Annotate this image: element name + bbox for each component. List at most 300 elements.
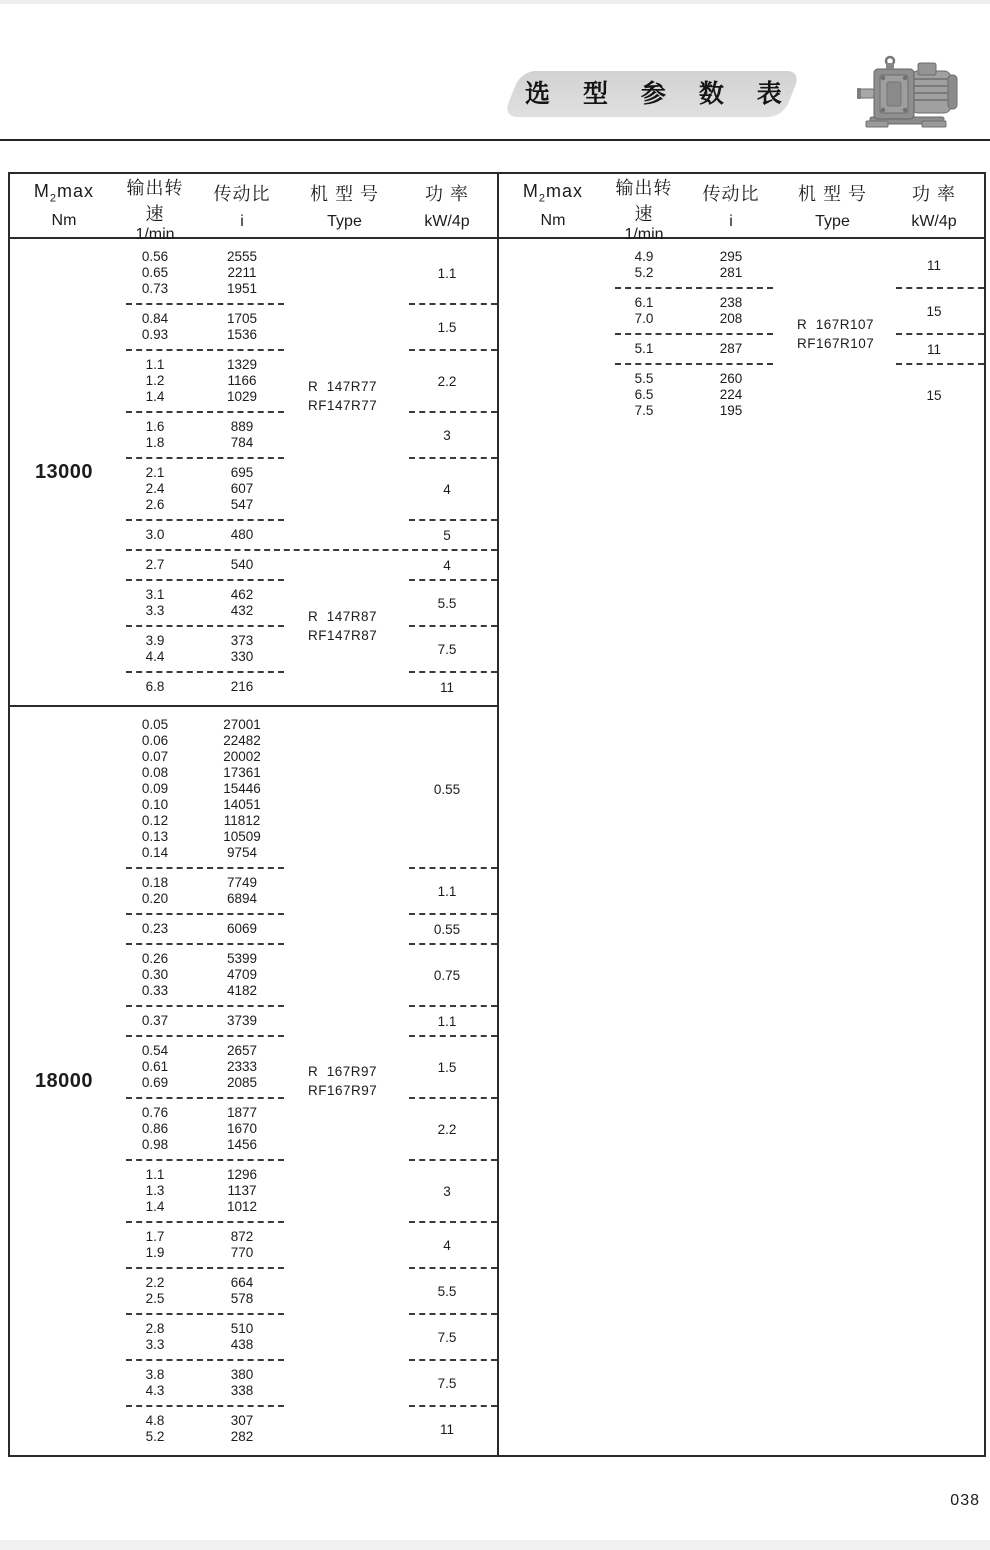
ratio-value: 1166 xyxy=(227,373,257,388)
output-speed-value: 2.6 xyxy=(145,497,165,512)
data-group xyxy=(118,875,497,907)
table-row xyxy=(118,497,292,513)
ratio-value: 6069 xyxy=(226,921,258,936)
speed-ratio-rows xyxy=(118,1321,292,1353)
dashed-line xyxy=(126,1005,284,1007)
dashed-line xyxy=(126,1221,284,1223)
ratio-value: 547 xyxy=(230,497,254,512)
output-speed-value: 1.9 xyxy=(145,1245,165,1260)
dashed-line xyxy=(409,1005,497,1007)
ratio-value: 432 xyxy=(230,603,254,618)
table-row xyxy=(118,983,292,999)
table-row xyxy=(118,527,292,543)
data-group xyxy=(118,717,497,861)
speed-ratio-rows xyxy=(118,1105,292,1153)
output-speed-value: 0.73 xyxy=(141,281,169,296)
output-speed-value: 0.12 xyxy=(141,813,169,828)
ratio-value: 282 xyxy=(230,1429,254,1444)
dashed-line xyxy=(409,1405,497,1407)
ratio-value: 7749 xyxy=(226,875,258,890)
dashed-line xyxy=(896,333,984,335)
group-separator xyxy=(118,573,497,587)
m2max-unit: Nm xyxy=(51,211,77,229)
power-value: 5.5 xyxy=(437,1283,457,1299)
speed-unit: 1/min xyxy=(624,226,664,243)
speed-ratio-rows xyxy=(118,875,292,907)
table-row xyxy=(118,1367,292,1383)
group-separator xyxy=(118,1153,497,1167)
power-value: 7.5 xyxy=(437,1375,457,1391)
table-row xyxy=(118,557,292,573)
dashed-line xyxy=(126,303,284,305)
ratio-value: 295 xyxy=(719,249,743,264)
power-value: 2.2 xyxy=(437,373,457,389)
data-group xyxy=(118,527,497,543)
data-group xyxy=(607,371,984,419)
ratio-value: 3739 xyxy=(226,1013,258,1028)
table-row xyxy=(118,1075,292,1091)
group-separator xyxy=(118,937,497,951)
ratio-value: 695 xyxy=(230,465,254,480)
type-label: 机 型 号 xyxy=(797,184,867,205)
data-group xyxy=(118,1013,497,1029)
table-section xyxy=(499,239,984,429)
group-list xyxy=(607,249,984,419)
ratio-value: 1137 xyxy=(227,1183,257,1198)
speed-ratio-rows xyxy=(607,341,781,357)
ratio-value: 15446 xyxy=(223,781,261,796)
output-speed-value: 7.0 xyxy=(634,311,654,326)
type-label: 机 型 号 xyxy=(309,184,379,205)
table-row xyxy=(118,875,292,891)
output-speed-value: 0.26 xyxy=(141,951,169,966)
model-type-line: R 167R107 xyxy=(797,317,875,332)
data-group xyxy=(118,1167,497,1215)
table-row xyxy=(607,295,781,311)
output-speed-value: 6.5 xyxy=(634,387,654,402)
power-label: 功 率 xyxy=(911,184,956,205)
table-row xyxy=(118,1413,292,1429)
output-speed-value: 1.8 xyxy=(145,435,165,450)
table-row xyxy=(118,1059,292,1075)
table-row xyxy=(607,249,781,265)
data-group xyxy=(118,465,497,513)
power-value: 7.5 xyxy=(437,641,457,657)
table-row xyxy=(118,749,292,765)
output-speed-value: 1.3 xyxy=(145,1183,165,1198)
ratio-value: 14051 xyxy=(223,797,261,812)
dashed-line xyxy=(896,287,984,289)
ratio-value: 208 xyxy=(719,311,743,326)
ratio-value: 784 xyxy=(230,435,254,450)
output-speed-value: 0.69 xyxy=(141,1075,169,1090)
speed-ratio-rows xyxy=(118,1013,292,1029)
power-value: 4 xyxy=(443,1237,451,1253)
dashed-line xyxy=(126,867,284,869)
speed-ratio-rows xyxy=(607,371,781,419)
ratio-value: 4182 xyxy=(226,983,258,998)
output-speed-value: 2.1 xyxy=(145,465,165,480)
speed-unit: 1/min xyxy=(135,226,175,243)
group-separator xyxy=(118,513,497,527)
table-row xyxy=(118,1429,292,1445)
ratio-value: 1670 xyxy=(226,1121,258,1136)
group-separator xyxy=(118,343,497,357)
table-row xyxy=(118,1337,292,1353)
table-row xyxy=(607,341,781,357)
speed-ratio-rows xyxy=(118,1043,292,1091)
ratio-value: 438 xyxy=(230,1337,254,1352)
power-value: 3 xyxy=(443,1183,451,1199)
power-value: 11 xyxy=(926,257,941,273)
output-speed-value: 0.05 xyxy=(141,717,169,732)
table-row xyxy=(607,311,781,327)
type-unit: Type xyxy=(815,212,850,230)
table-section xyxy=(10,705,497,1455)
table-row xyxy=(118,891,292,907)
ratio-value: 664 xyxy=(230,1275,254,1290)
speed-ratio-rows xyxy=(118,557,292,573)
data-group xyxy=(118,1229,497,1261)
group-separator xyxy=(118,1261,497,1275)
output-speed-value: 5.2 xyxy=(145,1429,165,1444)
col-header-ratio xyxy=(681,174,781,237)
speed-ratio-rows xyxy=(118,633,292,665)
table-row xyxy=(118,357,292,373)
power-unit: kW/4p xyxy=(424,212,470,230)
col-header-m2max xyxy=(10,174,118,237)
col-header-power xyxy=(884,174,984,237)
table-row xyxy=(118,1229,292,1245)
torque-value: 18000 xyxy=(34,1069,94,1092)
power-value: 11 xyxy=(926,341,941,357)
output-speed-value: 0.37 xyxy=(141,1013,169,1028)
output-speed-value: 0.23 xyxy=(141,921,169,936)
table-row xyxy=(118,435,292,451)
power-value: 5.5 xyxy=(437,595,457,611)
output-speed-value: 4.4 xyxy=(145,649,165,664)
ratio-value: 338 xyxy=(230,1383,254,1398)
output-speed-value: 4.9 xyxy=(634,249,654,264)
table-row xyxy=(118,373,292,389)
output-speed-value: 3.3 xyxy=(145,603,165,618)
table-row xyxy=(118,389,292,405)
speed-ratio-rows xyxy=(118,717,292,861)
ratio-unit: i xyxy=(729,212,733,230)
table-row xyxy=(118,327,292,343)
gear-motor-image xyxy=(856,55,960,129)
dashed-line xyxy=(126,579,284,581)
page-title-banner xyxy=(503,71,802,117)
speed-ratio-rows xyxy=(118,921,292,937)
ratio-value: 238 xyxy=(719,295,743,310)
table-row xyxy=(118,797,292,813)
table-body-right xyxy=(499,239,984,1455)
speed-ratio-rows xyxy=(118,357,292,405)
ratio-value: 510 xyxy=(230,1321,254,1336)
table-row xyxy=(118,1321,292,1337)
ratio-value: 607 xyxy=(230,481,254,496)
col-header-power xyxy=(397,174,497,237)
output-speed-value: 5.1 xyxy=(634,341,654,356)
torque-value: 13000 xyxy=(34,460,94,483)
power-value: 1.1 xyxy=(437,1013,457,1029)
table-row xyxy=(607,371,781,387)
data-group xyxy=(118,249,497,297)
group-separator xyxy=(118,907,497,921)
dashed-line xyxy=(126,1159,284,1161)
ratio-value: 1329 xyxy=(226,357,258,372)
dashed-line xyxy=(409,867,497,869)
speed-ratio-rows xyxy=(118,1275,292,1307)
output-speed-value: 0.84 xyxy=(141,311,169,326)
model-type-label xyxy=(797,315,874,353)
speed-ratio-rows xyxy=(118,1167,292,1215)
group-separator xyxy=(118,861,497,875)
dashed-line xyxy=(126,671,284,673)
dashed-line xyxy=(126,625,284,627)
ratio-value: 281 xyxy=(719,265,743,280)
ratio-value: 2211 xyxy=(227,265,257,280)
group-separator xyxy=(118,1353,497,1367)
group-separator xyxy=(118,1215,497,1229)
power-value: 4 xyxy=(443,557,451,573)
output-speed-value: 0.86 xyxy=(141,1121,169,1136)
table-row xyxy=(118,419,292,435)
table-row xyxy=(118,1183,292,1199)
page-number: 038 xyxy=(950,1492,980,1509)
output-speed-value: 0.14 xyxy=(141,845,169,860)
table-row xyxy=(118,717,292,733)
group-separator xyxy=(118,999,497,1013)
speed-ratio-rows xyxy=(118,1229,292,1261)
ratio-value: 1012 xyxy=(226,1199,258,1214)
model-type-line: R 147R87 xyxy=(308,609,378,624)
output-speed-value: 1.1 xyxy=(145,357,165,372)
ratio-value: 6894 xyxy=(226,891,258,906)
output-speed-value: 3.0 xyxy=(145,527,165,542)
col-header-speed xyxy=(607,174,681,243)
ratio-value: 20002 xyxy=(223,749,261,764)
dashed-line xyxy=(126,349,284,351)
table-row xyxy=(118,1291,292,1307)
power-value: 0.55 xyxy=(433,921,461,937)
model-type-label xyxy=(308,607,377,645)
table-row xyxy=(118,249,292,265)
table-section xyxy=(10,239,497,705)
page-title: 选 型 参 数 表 xyxy=(525,80,795,108)
table-row xyxy=(607,265,781,281)
ratio-value: 480 xyxy=(230,527,254,542)
ratio-value: 2333 xyxy=(226,1059,258,1074)
dashed-line xyxy=(615,333,773,335)
ratio-value: 1877 xyxy=(226,1105,258,1120)
ratio-value: 1029 xyxy=(226,389,258,404)
model-type-line: RF167R107 xyxy=(797,336,875,351)
power-value: 2.2 xyxy=(437,1121,457,1137)
ratio-value: 27001 xyxy=(223,717,261,732)
table-row xyxy=(118,921,292,937)
ratio-value: 1456 xyxy=(226,1137,258,1152)
output-speed-value: 0.30 xyxy=(141,967,169,982)
torque-value xyxy=(499,239,607,429)
speed-label: 输出转速 xyxy=(615,178,673,224)
group-separator xyxy=(118,1029,497,1043)
group-separator xyxy=(607,281,984,295)
ratio-value: 373 xyxy=(230,633,254,648)
dashed-line xyxy=(126,519,284,521)
table-row xyxy=(118,781,292,797)
table-row xyxy=(118,1275,292,1291)
output-speed-value: 1.4 xyxy=(145,1199,165,1214)
table-row xyxy=(607,387,781,403)
group-separator xyxy=(118,451,497,465)
table-row xyxy=(118,765,292,781)
output-speed-value: 0.10 xyxy=(141,797,169,812)
dashed-line xyxy=(409,1267,497,1269)
table-row xyxy=(118,265,292,281)
data-group xyxy=(607,341,984,357)
ratio-value: 11812 xyxy=(223,813,261,828)
section-body xyxy=(118,707,497,1455)
output-speed-value: 7.5 xyxy=(634,403,654,418)
type-block xyxy=(118,249,497,543)
group-separator xyxy=(118,297,497,311)
dashed-line xyxy=(409,519,497,521)
dashed-line xyxy=(126,549,497,551)
section-body xyxy=(607,239,984,429)
dashed-line xyxy=(409,1097,497,1099)
power-value: 7.5 xyxy=(437,1329,457,1345)
dashed-line xyxy=(126,1405,284,1407)
output-speed-value: 6.8 xyxy=(145,679,165,694)
table-row xyxy=(118,481,292,497)
dashed-line xyxy=(409,457,497,459)
power-value: 3 xyxy=(443,427,451,443)
dashed-line xyxy=(409,671,497,673)
group-separator xyxy=(607,327,984,341)
block-separator xyxy=(118,543,497,557)
speed-ratio-rows xyxy=(118,587,292,619)
table-row xyxy=(118,1199,292,1215)
output-speed-value: 0.07 xyxy=(141,749,169,764)
bottom-edge-strip xyxy=(0,1540,990,1550)
top-edge-strip xyxy=(0,0,990,4)
power-label: 功 率 xyxy=(424,184,469,205)
dashed-line xyxy=(409,1359,497,1361)
table-row xyxy=(118,281,292,297)
data-group xyxy=(607,295,984,327)
table-row xyxy=(118,829,292,845)
table-row xyxy=(118,679,292,695)
table-row xyxy=(118,587,292,603)
output-speed-value: 0.61 xyxy=(141,1059,169,1074)
output-speed-value: 2.7 xyxy=(145,557,165,572)
group-separator xyxy=(118,665,497,679)
output-speed-value: 1.1 xyxy=(145,1167,165,1182)
type-block xyxy=(118,717,497,1445)
model-type-line: RF147R87 xyxy=(308,628,378,643)
dashed-line xyxy=(409,579,497,581)
dashed-line xyxy=(409,625,497,627)
dashed-line xyxy=(409,349,497,351)
dashed-line xyxy=(126,943,284,945)
data-group xyxy=(118,1275,497,1307)
m2max-label: $M_2\max$ xyxy=(522,181,584,205)
speed-ratio-rows xyxy=(118,1367,292,1399)
output-speed-value: 3.1 xyxy=(145,587,165,602)
output-speed-value: 0.98 xyxy=(141,1137,169,1152)
output-speed-value: 3.8 xyxy=(145,1367,165,1382)
ratio-value: 17361 xyxy=(223,765,261,780)
dashed-line xyxy=(896,363,984,365)
data-group xyxy=(118,419,497,451)
selection-parameter-table xyxy=(8,172,986,1457)
dashed-line xyxy=(409,1313,497,1315)
model-type-line: RF167R97 xyxy=(308,1083,378,1098)
model-type-line: R 167R97 xyxy=(308,1064,378,1079)
power-value: 1.1 xyxy=(437,265,457,281)
dashed-line xyxy=(409,943,497,945)
ratio-value: 2085 xyxy=(226,1075,258,1090)
power-value: 1.5 xyxy=(437,1059,457,1075)
output-speed-value: 2.5 xyxy=(145,1291,165,1306)
data-group xyxy=(118,1367,497,1399)
table-row xyxy=(118,311,292,327)
output-speed-value: 0.20 xyxy=(141,891,169,906)
output-speed-value: 1.7 xyxy=(145,1229,165,1244)
table-row xyxy=(118,967,292,983)
output-speed-value: 2.8 xyxy=(145,1321,165,1336)
ratio-value: 22482 xyxy=(223,733,261,748)
speed-ratio-rows xyxy=(607,249,781,281)
table-row xyxy=(118,1137,292,1153)
table-row xyxy=(118,813,292,829)
table-row xyxy=(118,1167,292,1183)
speed-ratio-rows xyxy=(118,951,292,999)
speed-label: 输出转速 xyxy=(126,178,184,224)
ratio-value: 9754 xyxy=(226,845,258,860)
data-group xyxy=(118,1321,497,1353)
table-row xyxy=(118,649,292,665)
table-header-right xyxy=(499,174,984,243)
table-row xyxy=(118,733,292,749)
table-row xyxy=(118,603,292,619)
table-row xyxy=(118,1105,292,1121)
dashed-line xyxy=(126,411,284,413)
power-value: 1.5 xyxy=(437,319,457,335)
ratio-value: 4709 xyxy=(226,967,258,982)
table-row xyxy=(118,465,292,481)
output-speed-value: 1.4 xyxy=(145,389,165,404)
ratio-value: 462 xyxy=(230,587,254,602)
data-group xyxy=(118,557,497,573)
dashed-line xyxy=(409,1221,497,1223)
ratio-unit: i xyxy=(240,212,244,230)
dashed-line xyxy=(126,1097,284,1099)
model-type-label xyxy=(308,1062,377,1100)
table-header-left xyxy=(10,174,497,243)
ratio-value: 2657 xyxy=(226,1043,258,1058)
dashed-line xyxy=(615,287,773,289)
output-speed-value: 0.18 xyxy=(141,875,169,890)
col-header-ratio xyxy=(192,174,292,237)
dashed-line xyxy=(615,363,773,365)
dashed-line xyxy=(409,913,497,915)
output-speed-value: 2.2 xyxy=(145,1275,165,1290)
table-row xyxy=(118,845,292,861)
dashed-line xyxy=(126,1359,284,1361)
